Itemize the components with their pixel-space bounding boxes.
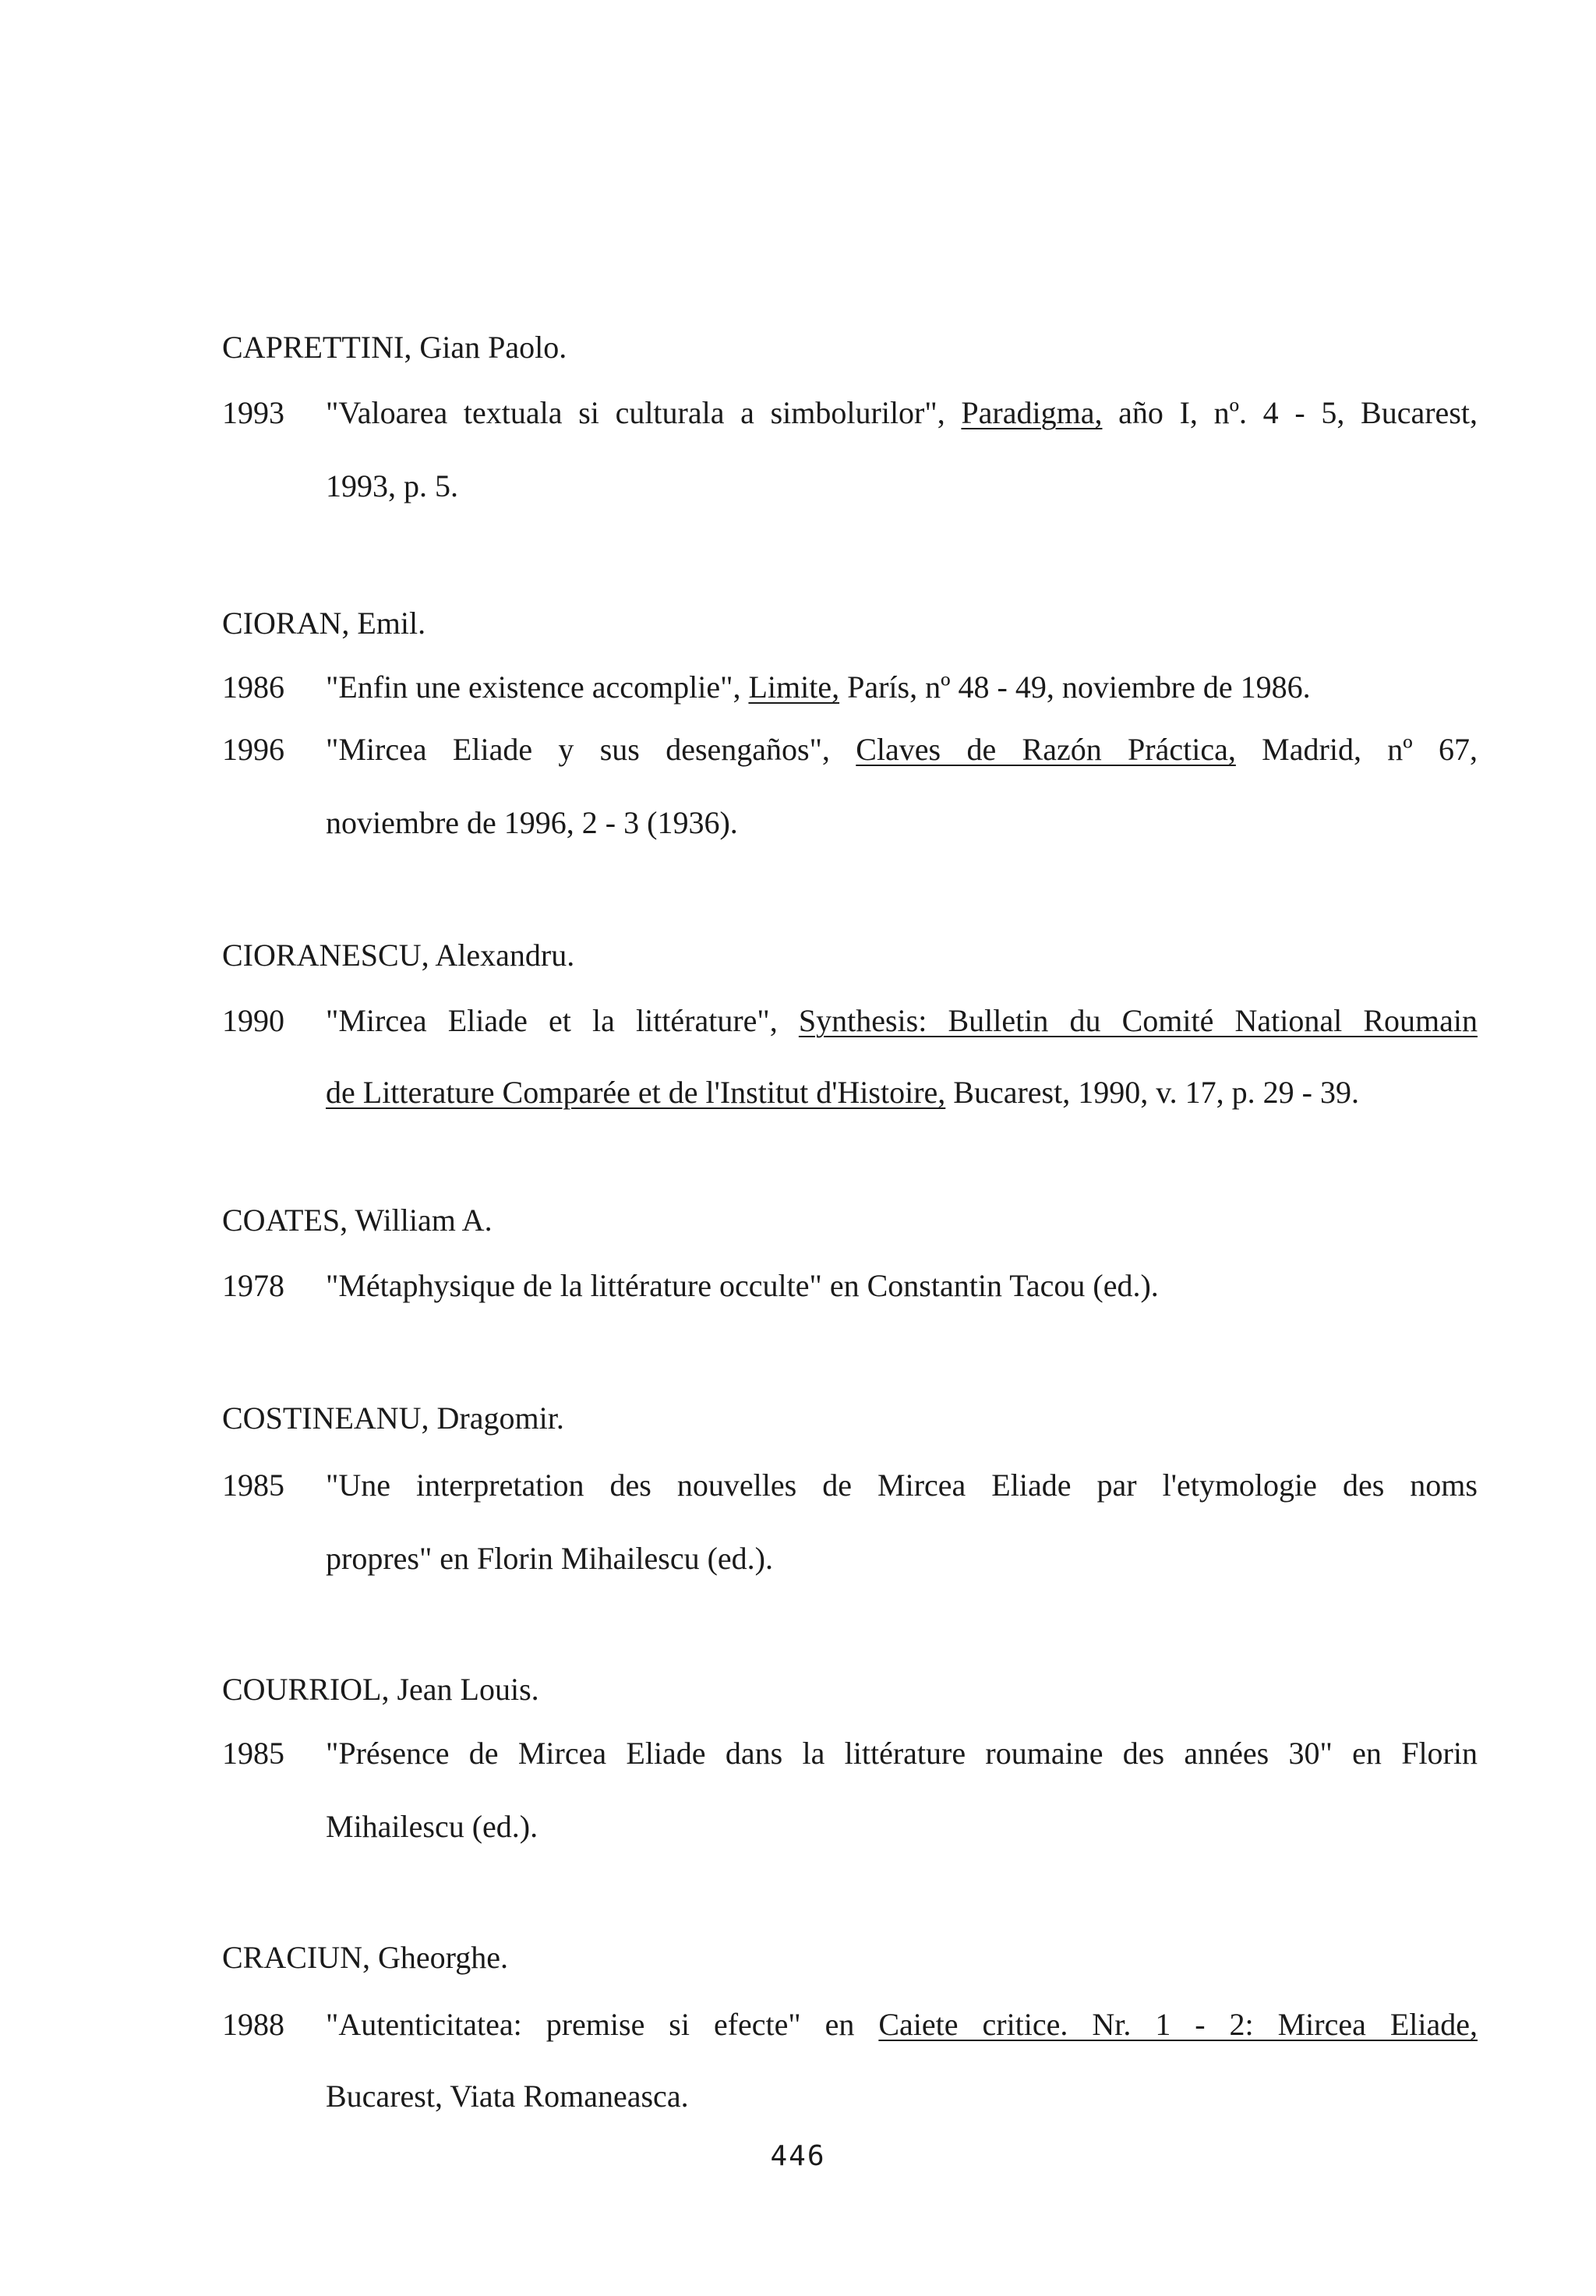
entry-text: "Présence de Mircea Eliade dans la littérature roumaine des années 30" en Florin: [326, 1736, 1478, 1771]
entry-text-continuation: propres" en Florin Mihailescu (ed.).: [326, 1541, 773, 1576]
author-heading: CIORAN, Emil.: [222, 606, 426, 641]
entry-year: 1993: [222, 395, 284, 430]
entry-text: "Mircea Eliade et la littérature", Synthesis: Bulletin du Comité National Roumain: [326, 1003, 1478, 1038]
entry-year: 1996: [222, 732, 284, 767]
entry-text: "Métaphysique de la littérature occulte" en Constantin Tacou (ed.).: [326, 1268, 1159, 1303]
entry-text: "Valoarea textuala si culturala a simbolurilor", Paradigma, año I, nº. 4 - 5, Bucarest,: [326, 395, 1478, 430]
author-heading: COURRIOL, Jean Louis.: [222, 1672, 539, 1707]
entry-year: 1978: [222, 1268, 284, 1303]
entry-text: "Une interpretation des nouvelles de Mircea Eliade par l'etymologie des noms: [326, 1468, 1478, 1503]
entry-text: "Mircea Eliade y sus desengaños", Claves de Razón Práctica, Madrid, nº 67,: [326, 732, 1478, 767]
publication-title: de Litterature Comparée et de l'Institut d'Histoire,: [326, 1075, 946, 1110]
author-heading: CIORANESCU, Alexandru.: [222, 938, 575, 973]
entry-text: "Autenticitatea: premise si efecte" en Caiete critice. Nr. 1 - 2: Mircea Eliade,: [326, 2007, 1478, 2042]
entry-year: 1988: [222, 2007, 284, 2042]
publication-title: Synthesis: Bulletin du Comité National Roumain: [798, 1003, 1478, 1038]
author-heading: COATES, William A.: [222, 1203, 493, 1238]
author-heading: COSTINEANU, Dragomir.: [222, 1401, 564, 1436]
entry-year: 1986: [222, 669, 284, 705]
entry-year: 1985: [222, 1736, 284, 1771]
entry-text-continuation: de Litterature Comparée et de l'Institut d'Histoire, Bucarest, 1990, v. 17, p. 29 - 39.: [326, 1075, 1359, 1110]
publication-title: Limite,: [748, 669, 840, 705]
entry-text-continuation: noviembre de 1996, 2 - 3 (1936).: [326, 805, 738, 840]
entry-text: "Enfin une existence accomplie", Limite, París, nº 48 - 49, noviembre de 1986.: [326, 669, 1311, 705]
author-heading: CRACIUN, Gheorghe.: [222, 1940, 509, 1975]
publication-title: Paradigma,: [961, 395, 1103, 430]
page-number: 446: [770, 2140, 826, 2172]
entry-year: 1985: [222, 1468, 284, 1503]
author-heading: CAPRETTINI, Gian Paolo.: [222, 330, 567, 365]
publication-title: Caiete critice. Nr. 1 - 2: Mircea Eliade,: [878, 2007, 1478, 2042]
entry-text-continuation: 1993, p. 5.: [326, 468, 458, 503]
publication-title: Claves de Razón Práctica,: [856, 732, 1236, 767]
entry-year: 1990: [222, 1003, 284, 1038]
entry-text-continuation: Mihailescu (ed.).: [326, 1809, 538, 1844]
entry-text-continuation: Bucarest, Viata Romaneasca.: [326, 2079, 689, 2114]
